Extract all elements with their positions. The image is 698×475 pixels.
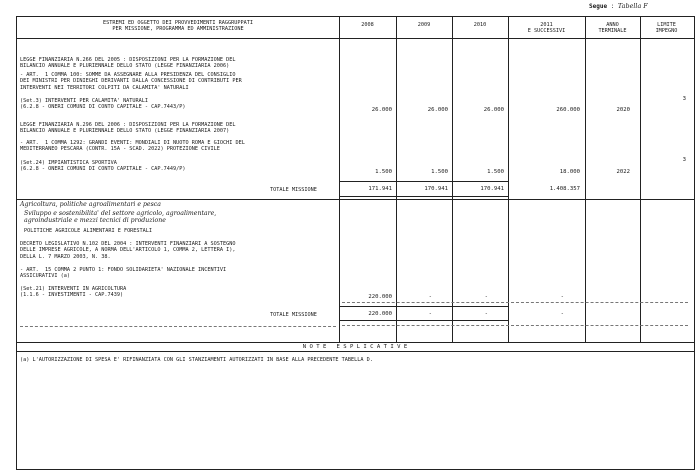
total-2010: 170.941 (480, 186, 504, 192)
header-2008: 2008 (361, 22, 374, 28)
cell-anno: 2022 (616, 169, 630, 175)
tabella-label: Tabella F (617, 2, 648, 10)
col-divider-limite (640, 16, 641, 342)
cell-2010: 26.000 (483, 107, 504, 113)
total-2010: - (484, 311, 488, 317)
cell-2008: 1.500 (375, 169, 392, 175)
header-2010: 2010 (473, 22, 487, 28)
notes-top-rule (16, 342, 694, 343)
item-impiantistica-sportiva: (Set.24) IMPIANTISTICA SPORTIVA (6.2.8 - ONERI COMUNI DI CONTO CAPITALE - CAP.7449/P) (20, 160, 186, 173)
total-2009: - (428, 311, 432, 317)
subtotal-rule-1 (339, 181, 509, 182)
amministrazione-title: POLITICHE AGRICOLE ALIMENTARI E FORESTALI (24, 228, 153, 234)
missione-title: Agricoltura, politiche agroalimentari e pesca (20, 201, 161, 208)
header-limite-impegno: LIMITE IMPEGNO (655, 22, 678, 35)
total-2008: 171.941 (368, 186, 392, 192)
art-1-comma-1292: - ART. 1 COMMA 1292: GRANDI EVENTI: MONDIALI DI NUOTO ROMA E GIOCHI DEL MEDITERRANEO PESCARA (CONTR. 15A - SCAD. 2022) PROTEZIONE CIVILE (20, 140, 245, 153)
cell-2009: 1.500 (431, 169, 448, 175)
total-2011: 1.408.357 (549, 186, 580, 192)
header-2009: 2009 (417, 22, 431, 28)
header-2011: 2011 E SUCCESSIVI (527, 22, 566, 35)
header-anno-terminale: ANNO TERMINALE (598, 22, 627, 35)
notes-title-rule (16, 351, 694, 352)
notes-title: N O T E E S P L I C A T I V E (302, 344, 408, 350)
totale-missione-label: TOTALE MISSIONE (270, 312, 317, 318)
cell-2010: - (484, 294, 488, 300)
law-296-2006: LEGGE FINANZIARIA N.296 DEL 2006 : DISPOSIZIONI PER LA FORMAZIONE DEL BILANCIO ANNUALE E PLURIENNALE DELLO STATO (LEGGE FINANZIARIA 2007) (20, 122, 236, 135)
cell-anno: 2020 (616, 107, 630, 113)
item-calamita-naturali: (Set.3) INTERVENTI PER CALAMITA' NATURALI (6.2.8 - ONERI COMUNI DI CONTO CAPITALE - CAP.7443/P) (20, 98, 186, 111)
notes-text: (a) L'AUTORIZZAZIONE DI SPESA E' RIFINANZIATA CON GLI STANZIAMENTI AUTORIZZATI IN BASE ALLA PRECEDENTE TABELLA D. (20, 357, 373, 363)
cell-2008: 26.000 (371, 107, 392, 113)
cell-2009: 26.000 (427, 107, 448, 113)
total-2008: 220.000 (368, 311, 392, 317)
decreto-102-2004: DECRETO LEGISLATIVO N.102 DEL 2004 : INTERVENTI FINANZIARI A SOSTEGNO DELLE IMPRESE AGRICOLE, A NORMA DELL'ARTICOLO 1, COMMA 2, LETTERA I), DELLA L. 7 MARZO 2003, N. 38. (20, 241, 236, 260)
cell-2008: 220.000 (368, 294, 392, 300)
totale-missione-label: TOTALE MISSIONE (270, 187, 317, 193)
cell-2011: 18.000 (559, 169, 580, 175)
section-rule (16, 199, 694, 200)
cell-2011: 260.000 (556, 107, 580, 113)
subtotal-rule-2 (339, 306, 509, 307)
item-interventi-agricoltura: (Set.21) INTERVENTI IN AGRICOLTURA (1.1.6 - INVESTIMENTI - CAP.7439) (20, 286, 127, 299)
total-rule-2 (339, 320, 509, 321)
cell-2009: - (428, 294, 432, 300)
total-2011: - (560, 311, 564, 317)
law-266-2005: LEGGE FINANZIARIA N.266 DEL 2005 : DISPOSIZIONI PER LA FORMAZIONE DEL BILANCIO ANNUALE E PLURIENNALE DELLO STATO (LEGGE FINANZIARIA 2006) (20, 57, 236, 70)
segue-label: Segue : Tabella F (589, 2, 648, 10)
total-2009: 170.941 (424, 186, 448, 192)
header-extremes: ESTREMI ED OGGETTO DEI PROVVEDIMENTI RAGGRUPPATI PER MISSIONE, PROGRAMMA ED AMMINISTRAZIONE (103, 20, 253, 33)
dashed-leader (342, 302, 688, 303)
cell-limite: 3 (682, 157, 686, 163)
total-rule-1 (339, 196, 509, 197)
cell-2010: 1.500 (487, 169, 504, 175)
col-divider-anno (585, 16, 586, 342)
art-15-comma-2: - ART. 15 COMMA 2 PUNTO 1: FONDO SOLIDARIETA' NAZIONALE INCENTIVI ASSICURATIVI (a) (20, 267, 227, 280)
dashed-leader (20, 326, 336, 327)
art-1-comma-100: - ART. 1 COMMA 100: SOMME DA ASSEGNARE ALLA PRESIDENZA DEL CONSIGLIO DEI MINISTRI PER DINIEGHI DERIVANTI DALLA CONCESSIONE DI CONTRIBUTI PER INTERVENTI NEI TERRITORI COLPITI DA CALAMITA' NATURALI (20, 72, 242, 91)
cell-limite: 3 (682, 96, 686, 102)
dashed-leader (342, 325, 688, 326)
header-bottom-rule (16, 38, 694, 39)
cell-2011: - (560, 294, 564, 300)
programma-title: Sviluppo e sostenibilita' del settore agricolo, agroalimentare, agroindustriale e mezzi tecnici di produzione (24, 210, 217, 225)
